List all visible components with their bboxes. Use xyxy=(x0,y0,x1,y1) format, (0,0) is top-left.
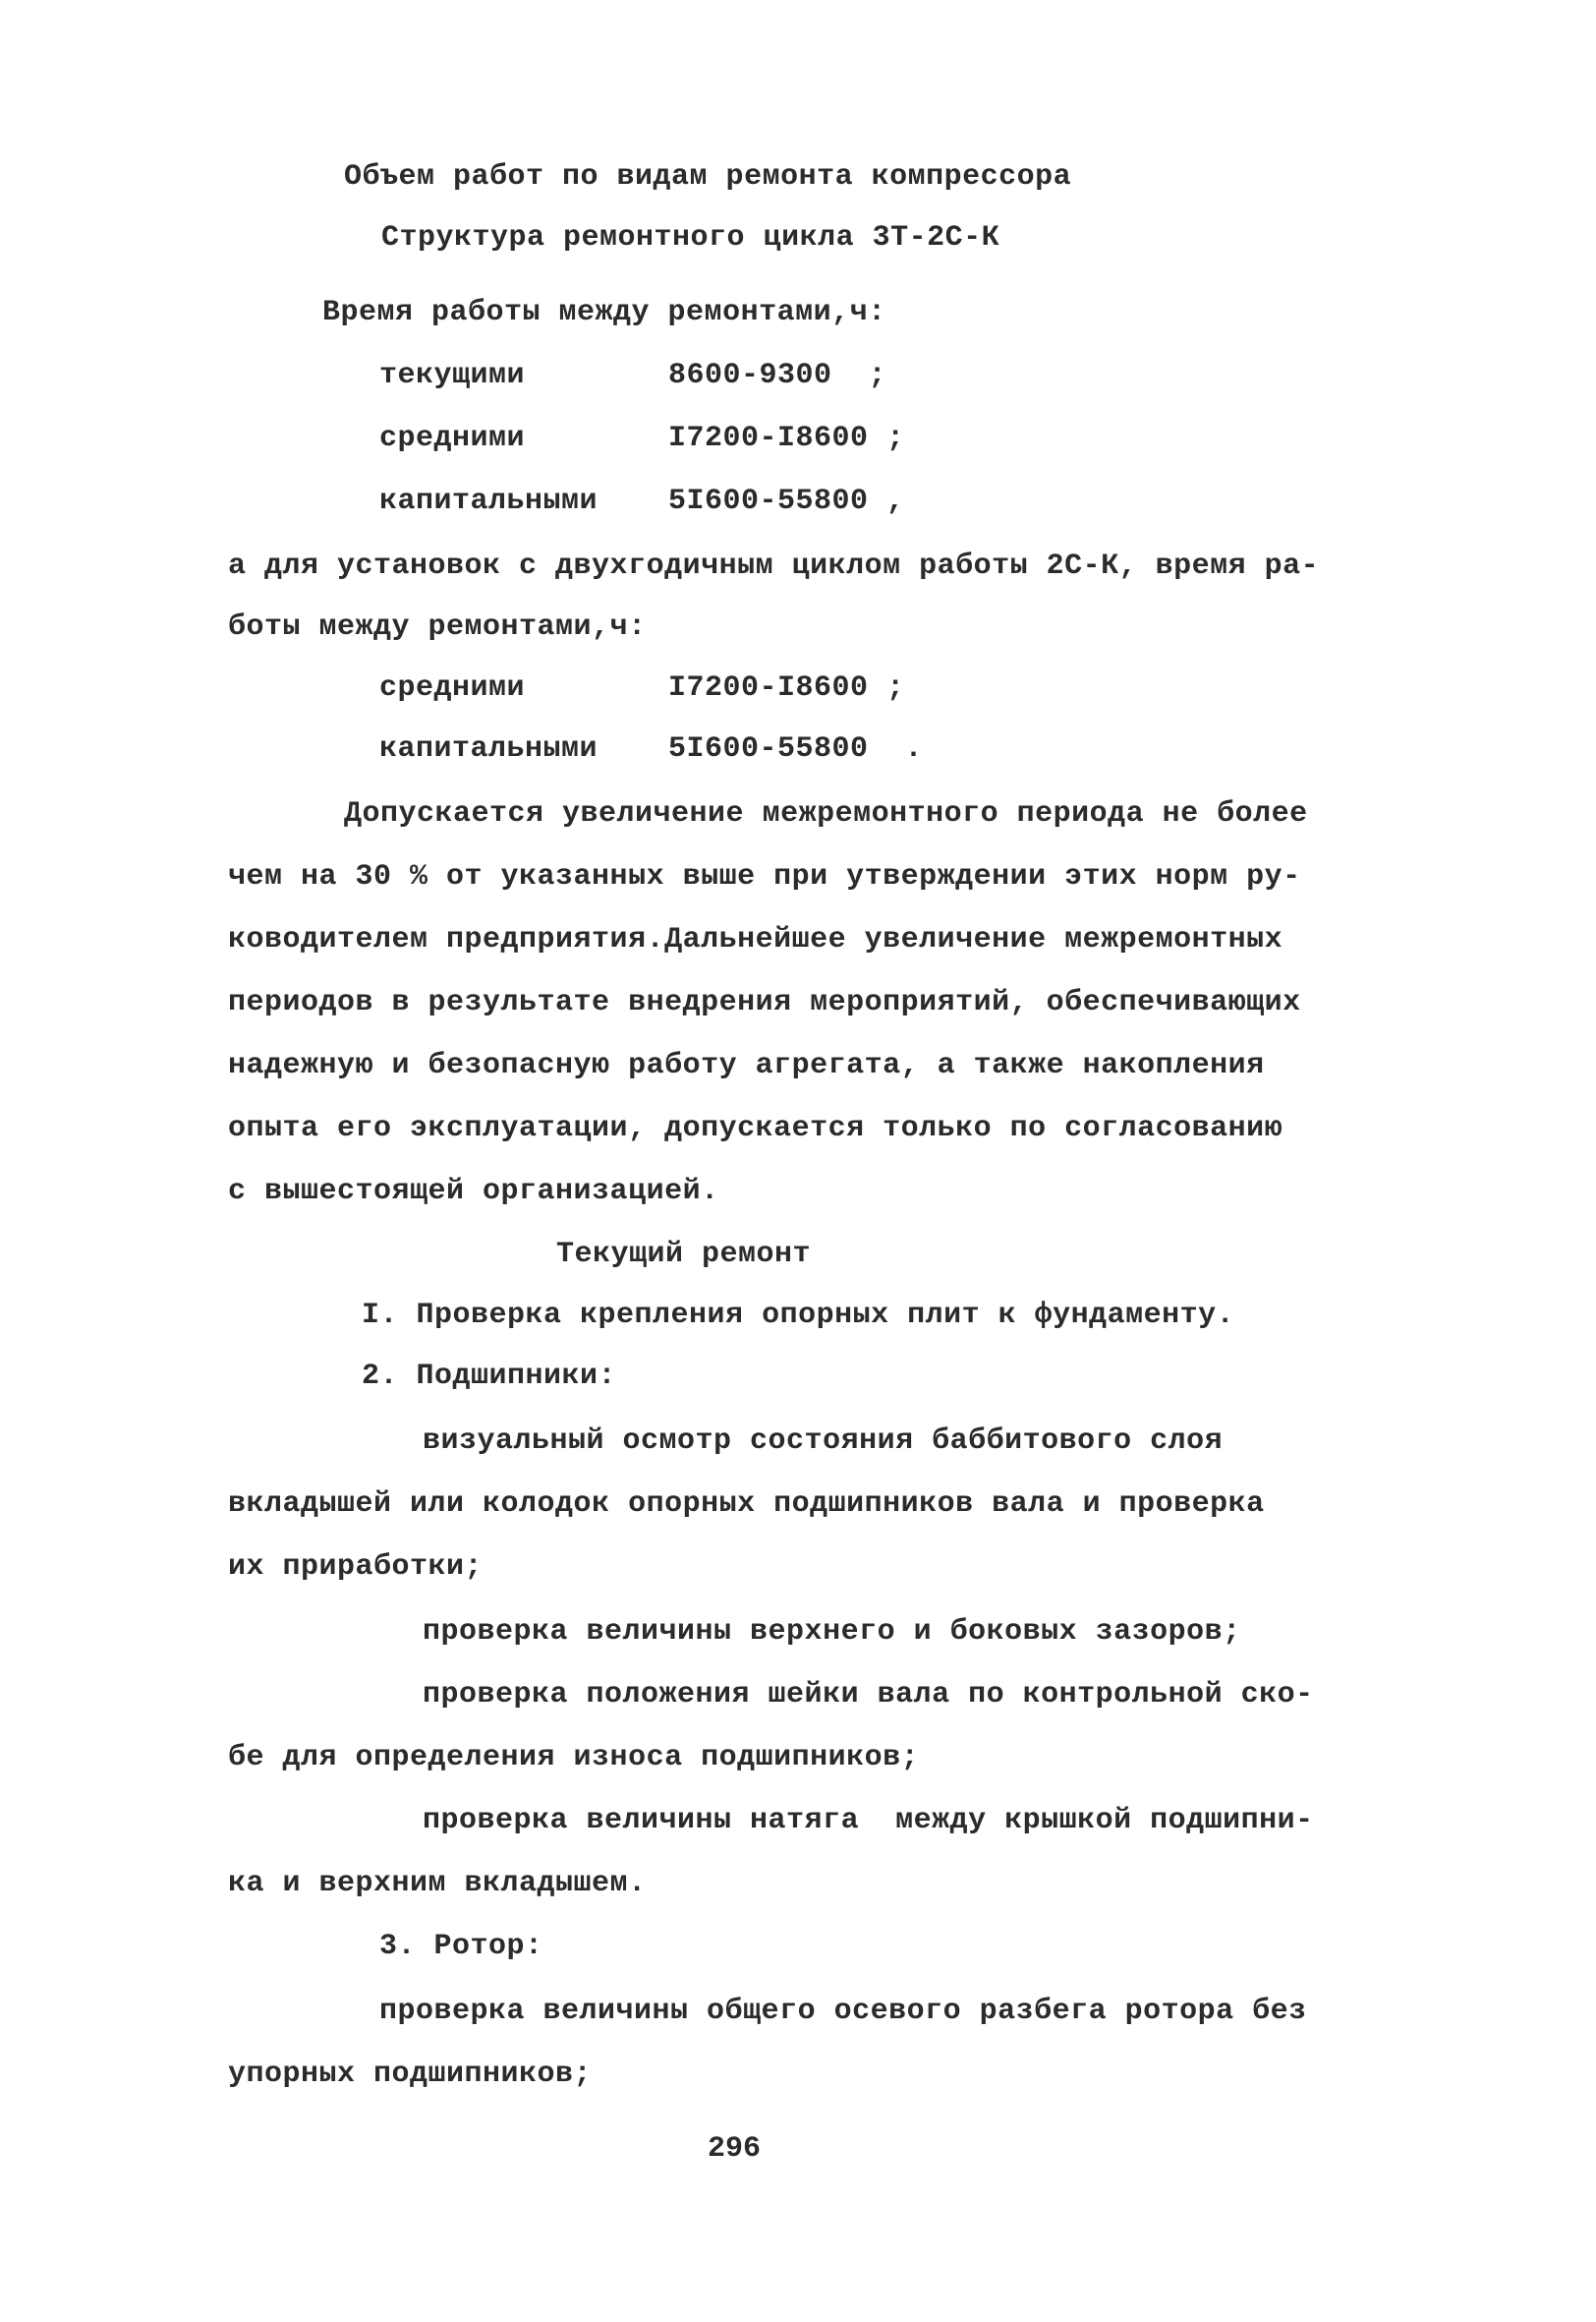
document-title: Объем работ по видам ремонта компрессора xyxy=(344,160,1072,194)
two-year-value-medium: I7200-I8600 ; xyxy=(668,671,905,705)
bearings-line: бе для определения износа подшипников; xyxy=(228,1741,920,1774)
section-title: Текущий ремонт xyxy=(556,1238,812,1271)
two-year-label-capital: капитальными xyxy=(379,732,598,766)
two-year-cycle-line-1: а для установок с двухгодичным циклом работы 2С-К, время ра- xyxy=(228,550,1320,583)
two-year-value-capital: 5I600-55800 . xyxy=(668,732,924,766)
schedule-label-medium: средними xyxy=(379,422,526,455)
bearings-line: их приработки; xyxy=(228,1550,484,1584)
bearings-line: проверка величины натяга между крышкой подшипни- xyxy=(423,1804,1314,1837)
bearings-line: проверка величины верхнего и боковых зазоров; xyxy=(423,1615,1241,1649)
paragraph-line: надежную и безопасную работу агрегата, а также накопления xyxy=(228,1049,1265,1082)
paragraph-line: опыта его эксплуатации, допускается только по согласованию xyxy=(228,1112,1283,1145)
paragraph-line: Допускается увеличение межремонтного периода не более xyxy=(344,797,1308,831)
page-number: 296 xyxy=(708,2132,762,2166)
rotor-line: проверка величины общего осевого разбега ротора без xyxy=(379,1995,1307,2028)
paragraph-line: ководителем предприятия.Дальнейшее увеличение межремонтных xyxy=(228,923,1283,957)
paragraph-line: с вышестоящей организацией. xyxy=(228,1175,719,1208)
schedule-label-current: текущими xyxy=(379,359,526,392)
bearings-line: проверка положения шейки вала по контрольной ско- xyxy=(423,1678,1314,1712)
work-time-heading: Время работы между ремонтами,ч: xyxy=(322,296,886,329)
item-3: 3. Ротор: xyxy=(379,1930,543,1963)
paragraph-line: периодов в результате внедрения мероприятий, обеспечивающих xyxy=(228,986,1301,1019)
rotor-line: упорных подшипников; xyxy=(228,2058,593,2091)
repair-cycle-structure: Структура ремонтного цикла 3Т-2С-К xyxy=(381,221,1000,255)
paragraph-line: чем на 30 % от указанных выше при утверждении этих норм ру- xyxy=(228,860,1301,894)
bearings-line: вкладышей или колодок опорных подшипников вала и проверка xyxy=(228,1487,1265,1521)
two-year-cycle-line-2: боты между ремонтами,ч: xyxy=(228,610,647,644)
bearings-line: визуальный осмотр состояния баббитового слоя xyxy=(423,1424,1224,1458)
two-year-label-medium: средними xyxy=(379,671,526,705)
item-2: 2. Подшипники: xyxy=(362,1360,617,1393)
schedule-value-medium: I7200-I8600 ; xyxy=(668,422,905,455)
schedule-value-capital: 5I600-55800 , xyxy=(668,485,905,518)
bearings-line: ка и верхним вкладышем. xyxy=(228,1867,647,1900)
item-1: I. Проверка крепления опорных плит к фундаменту. xyxy=(362,1299,1235,1332)
schedule-value-current: 8600-9300 ; xyxy=(668,359,887,392)
schedule-label-capital: капитальными xyxy=(379,485,598,518)
